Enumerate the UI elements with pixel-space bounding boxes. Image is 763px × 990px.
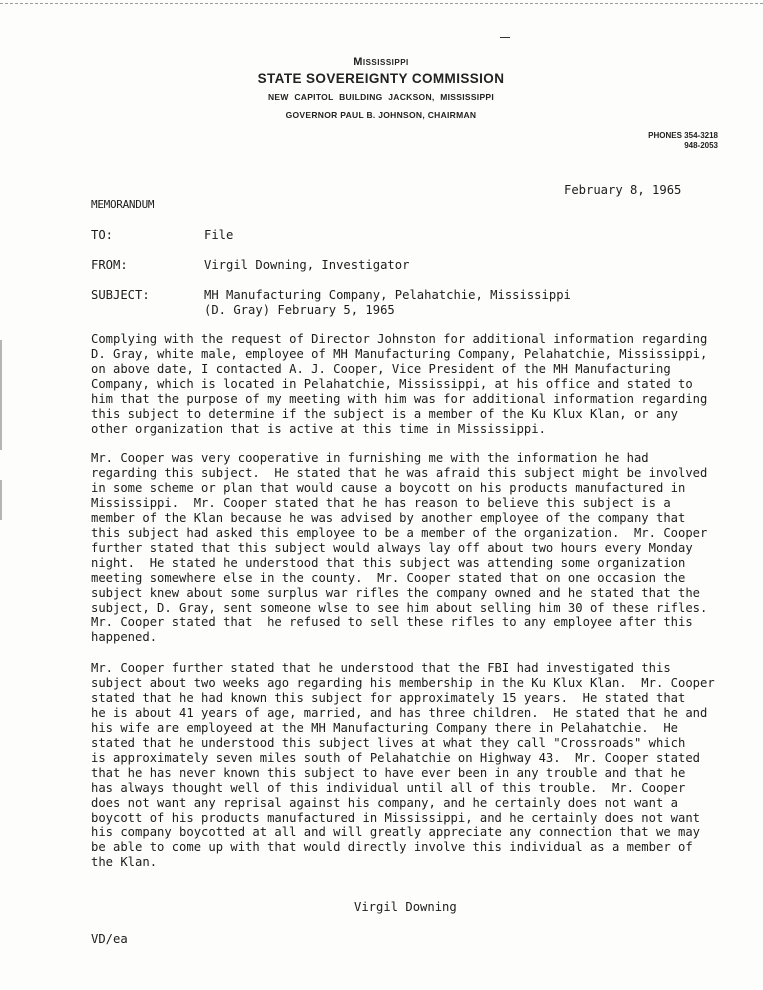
- phone-numbers: [648, 131, 718, 151]
- body-paragraph-1: Complying with the request of Director Johnston for additional information regarding D. Gray, white male, employee of MH Manufacturing Company, Pelahatchie, Mississippi, on above date, I contacted A. J. Cooper, Vice President of the MH Manufacturing Company, which is located in Pelahatchie, Mississippi, at his office and stated to him that the purpose of my meeting with him was for additional information regarding this subject to determine if the subject is a member of the Ku Klux Klan, or any other organization that is active at this time in Mississippi.: [91, 332, 708, 436]
- to-label: TO:: [91, 228, 114, 242]
- left-margin-mark: [0, 480, 2, 520]
- letterhead-governor: GOVERNOR PAUL B. JOHNSON, CHAIRMAN: [285, 110, 477, 120]
- phone-line-1: PHONES 354-3218: [648, 131, 718, 140]
- subject-value: MH Manufacturing Company, Pelahatchie, Mississippi (D. Gray) February 5, 1965: [204, 288, 571, 317]
- letterhead-address: NEW CAPITOL BUILDING JACKSON, MISSISSIPPI: [267, 92, 495, 102]
- left-margin-mark: [0, 340, 2, 450]
- memo-label: MEMORANDUM: [91, 198, 155, 211]
- top-edge-rule: [0, 3, 763, 4]
- signature-name: Virgil Downing: [354, 900, 457, 914]
- letterhead-mark: [500, 37, 510, 38]
- to-value: File: [204, 228, 234, 242]
- subject-label: SUBJECT:: [91, 288, 150, 302]
- body-paragraph-3: Mr. Cooper further stated that he understood that the FBI had investigated this subject about two weeks ago regarding his membership in the Ku Klux Klan. Mr. Cooper stated that he had known this subject for approximately 15 years. He stated that he is about 41 years of age, married, and has three children. He stated that he and his wife are employeed at the MH Manufacturing Company there in Pelahatchie. He stated that he understood this subject lives at what they call "Crossroads" which is approximately seven miles south of Pelahatchie on Highway 43. Mr. Cooper stated that he has never known this subject to have ever been in any trouble and that he has always thought well of this individual until all of this trouble. Mr. Cooper does not want any reprisal against his company, and he certainly does not want a boycott of his products manufactured in Mississippi, and he certainly does not want his company boycotted at all and will greatly appreciate any connection that we may be able to come up with that would directly involve this individual as a member of the Klan.: [91, 661, 715, 870]
- phone-line-2: 948-2053: [684, 141, 718, 150]
- memo-date: February 8, 1965: [564, 183, 682, 197]
- letterhead-commission: STATE SOVEREIGNTY COMMISSION: [257, 71, 505, 86]
- typist-initials: VD/ea: [91, 932, 128, 946]
- from-value: Virgil Downing, Investigator: [204, 258, 410, 272]
- letterhead-state: Mississippi: [353, 56, 409, 68]
- body-paragraph-2: Mr. Cooper was very cooperative in furnishing me with the information he had regarding this subject. He stated that he was afraid this subject might be involved in some scheme or plan that would cause a boycott on his products manufactured in Mississippi. Mr. Cooper stated that he has reason to believe this subject is a member of the Klan because he was advised by another employee of the company that this subject had asked this employee to be a member of the organization. Mr. Cooper further stated that this subject would always lay off about two hours every Monday night. He stated he understood that this subject was attending some organization meeting somewhere else in the county. Mr. Cooper stated that on one occasion the subject knew about some surplus war rifles the company owned and he stated that the subject, D. Gray, sent someone wlse to see him about selling him 30 of these rifles. Mr. Cooper stated that he refused to sell these rifles to any employee after this happened.: [91, 451, 708, 645]
- from-label: FROM:: [91, 258, 128, 272]
